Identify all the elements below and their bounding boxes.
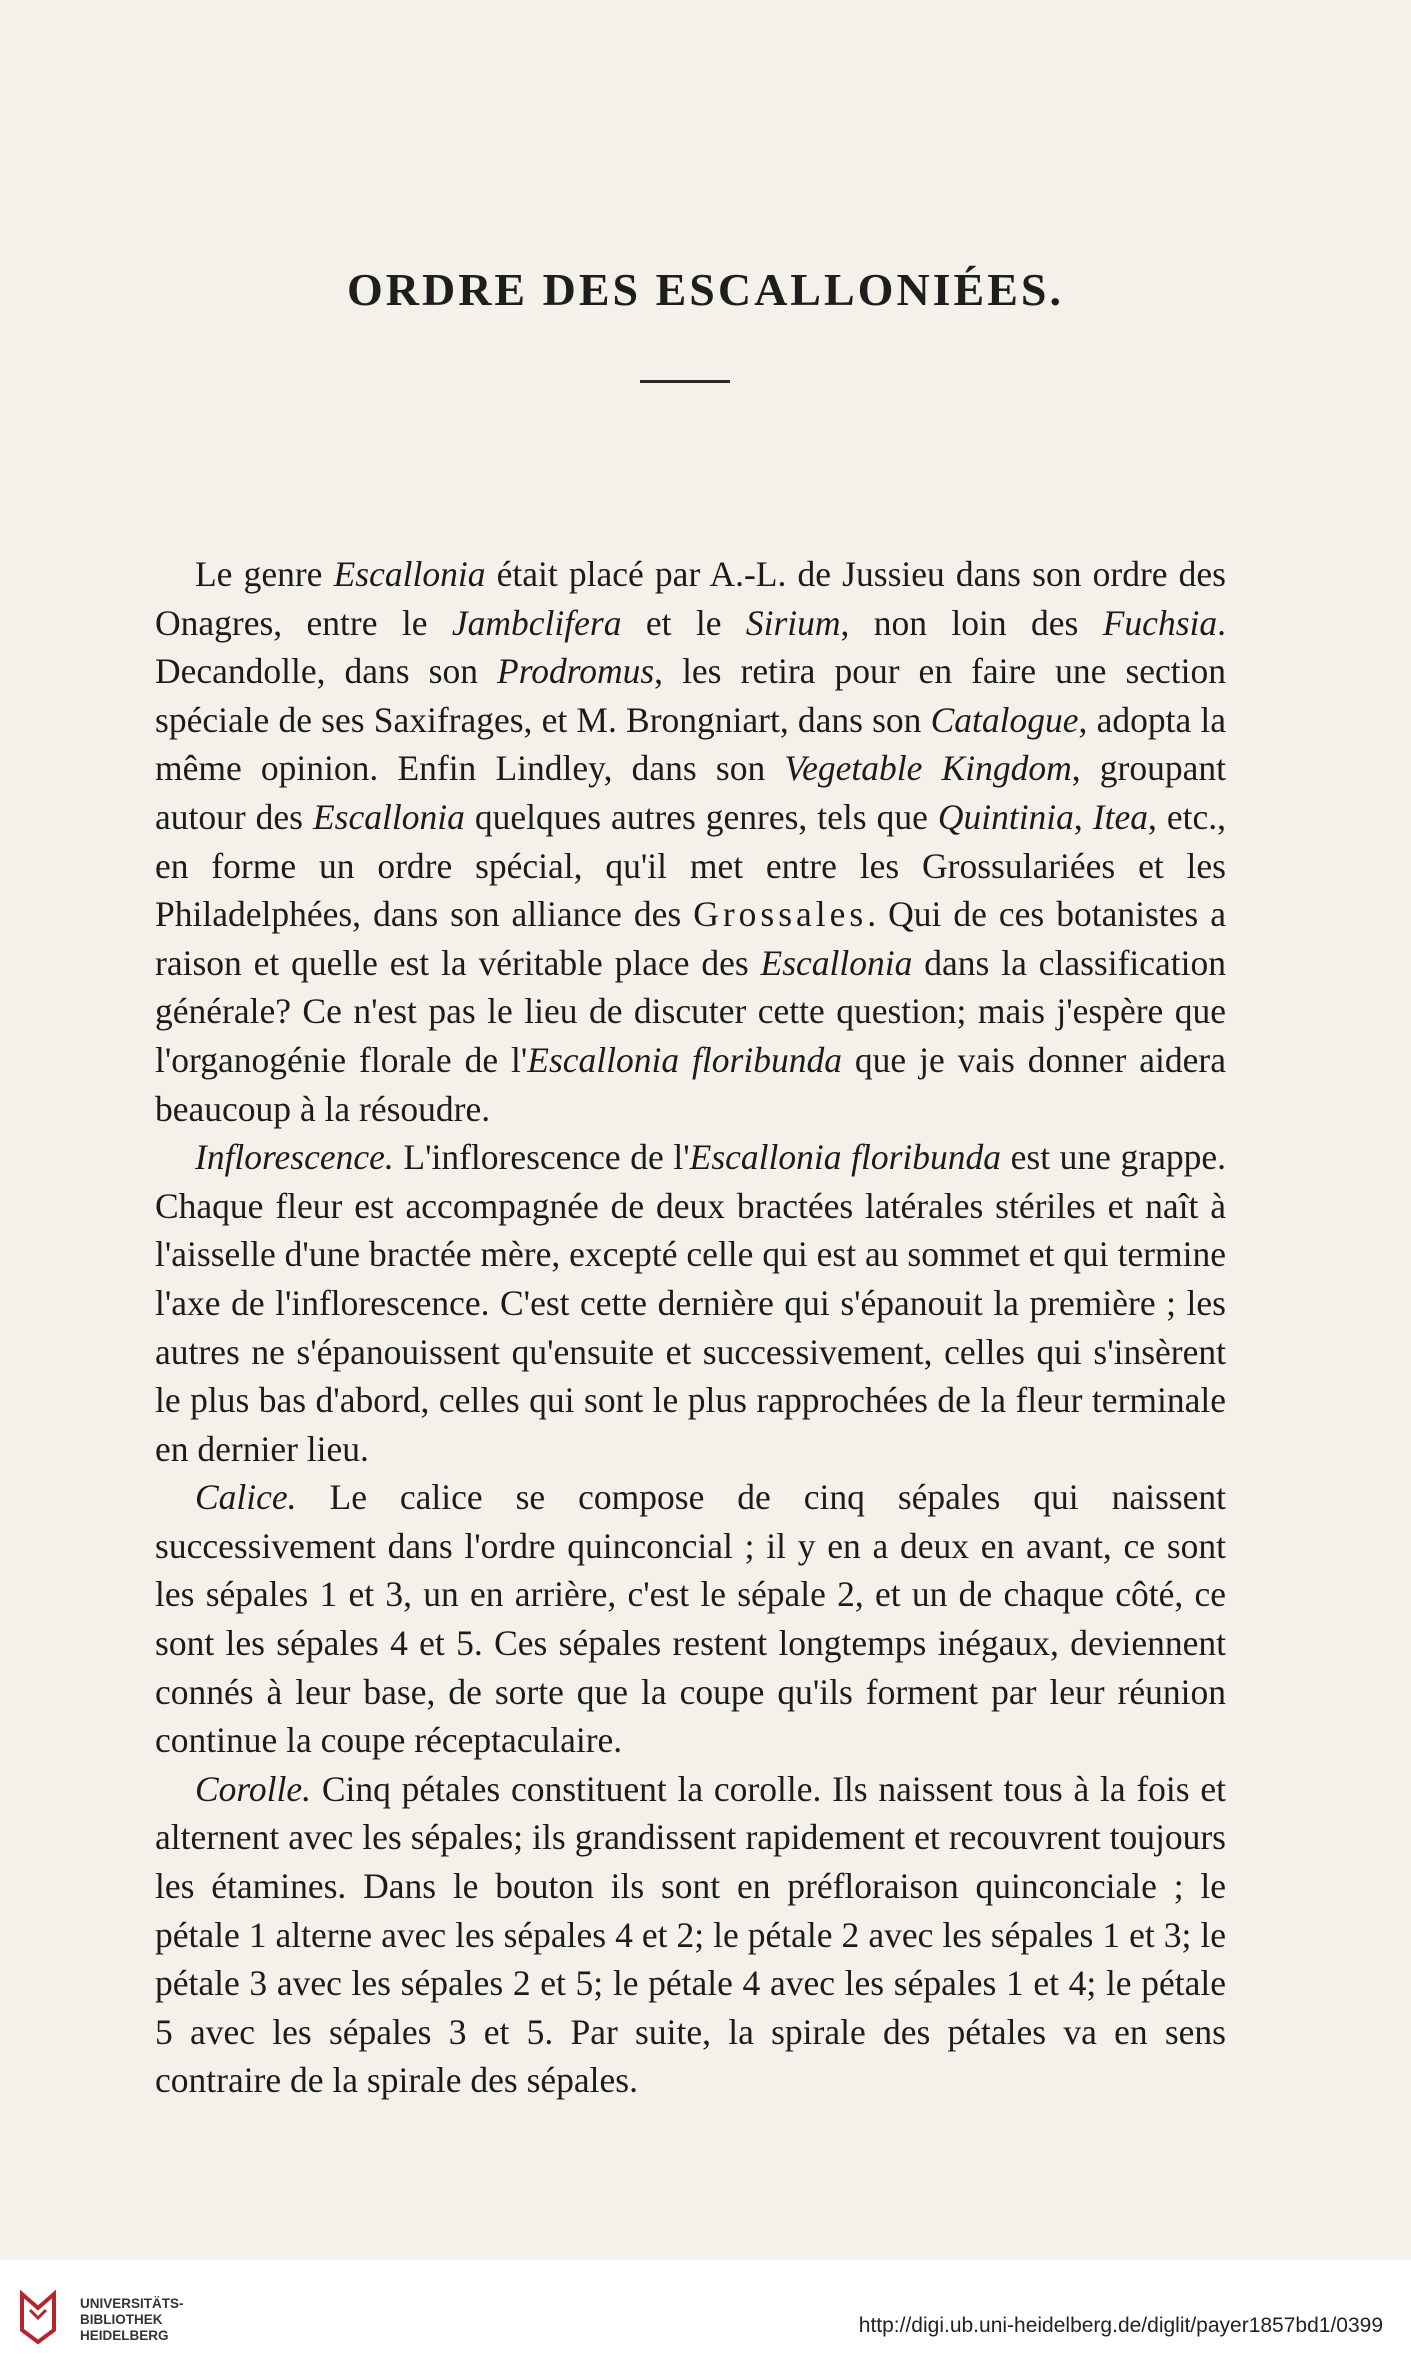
- library-name: UNIVERSITÄTS- BIBLIOTHEK HEIDELBERG: [80, 2296, 184, 2343]
- paragraph-calice: Calice. Le calice se compose de cinq sépales qui naissent successivement dans l'ordre quinconcial ; il y en a deux en avant, ce sont les sépales 1 et 3, un en arrière, c'est le sépale 2, et un de chaque côté, ce sont les sépales 4 et 5. Ces sépales restent longtemps inégaux, deviennent connés à leur base, de sorte que la coupe qu'ils forment par leur réunion continue la coupe réceptaculaire.: [155, 1477, 1226, 1761]
- section-heading-corolle: Corolle.: [195, 1768, 312, 1809]
- source-url-link[interactable]: http://digi.ub.uni-heidelberg.de/diglit/payer1857bd1/0399: [858, 2314, 1383, 2337]
- page-title: ORDRE DES ESCALLONIÉES.: [346, 263, 1065, 315]
- title-rule: [640, 380, 730, 383]
- paragraph-inflorescence: Inflorescence. L'inflorescence de l'Escallonia floribunda est une grappe. Chaque fleur est accompagnée de deux bractées latérales stériles et naît à l'aisselle d'une bractée mère, excepté celle qui est au sommet et qui termine l'axe de l'inflorescence. C'est cette dernière qui s'épanouit la première ; les autres ne s'épanouissent qu'ensuite et successivement, celles qui s'insèrent le plus bas d'abord, celles qui sont le plus rapprochées de la fleur terminale en dernier lieu.: [155, 1137, 1226, 1469]
- paragraph-corolle: Corolle. Cinq pétales constituent la corolle. Ils naissent tous à la fois et alternent avec les sépales; ils grandissent rapidement et recouvrent toujours les étamines. Dans le bouton ils sont en préfloraison quinconciale ; le pétale 1 alterne avec les sépales 4 et 2; le pétale 2 avec les sépales 1 et 3; le pétale 3 avec les sépales 2 et 5; le pétale 4 avec les sépales 1 et 4; le pétale 5 avec les sépales 3 et 5. Par suite, la spirale des pétales va en sens contraire de la spirale des sépales.: [155, 1768, 1226, 2101]
- section-heading-calice: Calice.: [195, 1477, 297, 1518]
- paragraph-intro: Le genre Escallonia était placé par A.-L. de Jussieu dans son ordre des Onagres, entre le Jambclifera et le Sirium, non loin des Fuchsia. Decandolle, dans son Prodromus, les retira pour en faire une section spéciale de ses Saxifrages, et M. Brongniart, dans son Catalogue, adopta la même opinion. Enfin Lindley, dans son Vegetable Kingdom, groupant autour des Escallonia quelques autres genres, tels que Quintinia, Itea, etc., en forme un ordre spécial, qu'il met entre les Grossulariées et les Philadelphées, dans son alliance des Grossales. Qui de ces botanistes a raison et quelle est la véritable place des Escallonia dans la classification générale? Ce n'est pas le lieu de discuter cette question; mais j'espère que l'organogénie florale de l'Escallonia floribunda que je vais donner aidera beaucoup à la résoudre.: [155, 554, 1227, 1129]
- body-text: [155, 550, 1226, 2105]
- section-heading-inflorescence: Inflorescence.: [195, 1137, 394, 1178]
- bleed-through-text: [160, 175, 169, 213]
- university-logo-icon: [18, 2290, 58, 2346]
- viewer-footer: [0, 2260, 1411, 2376]
